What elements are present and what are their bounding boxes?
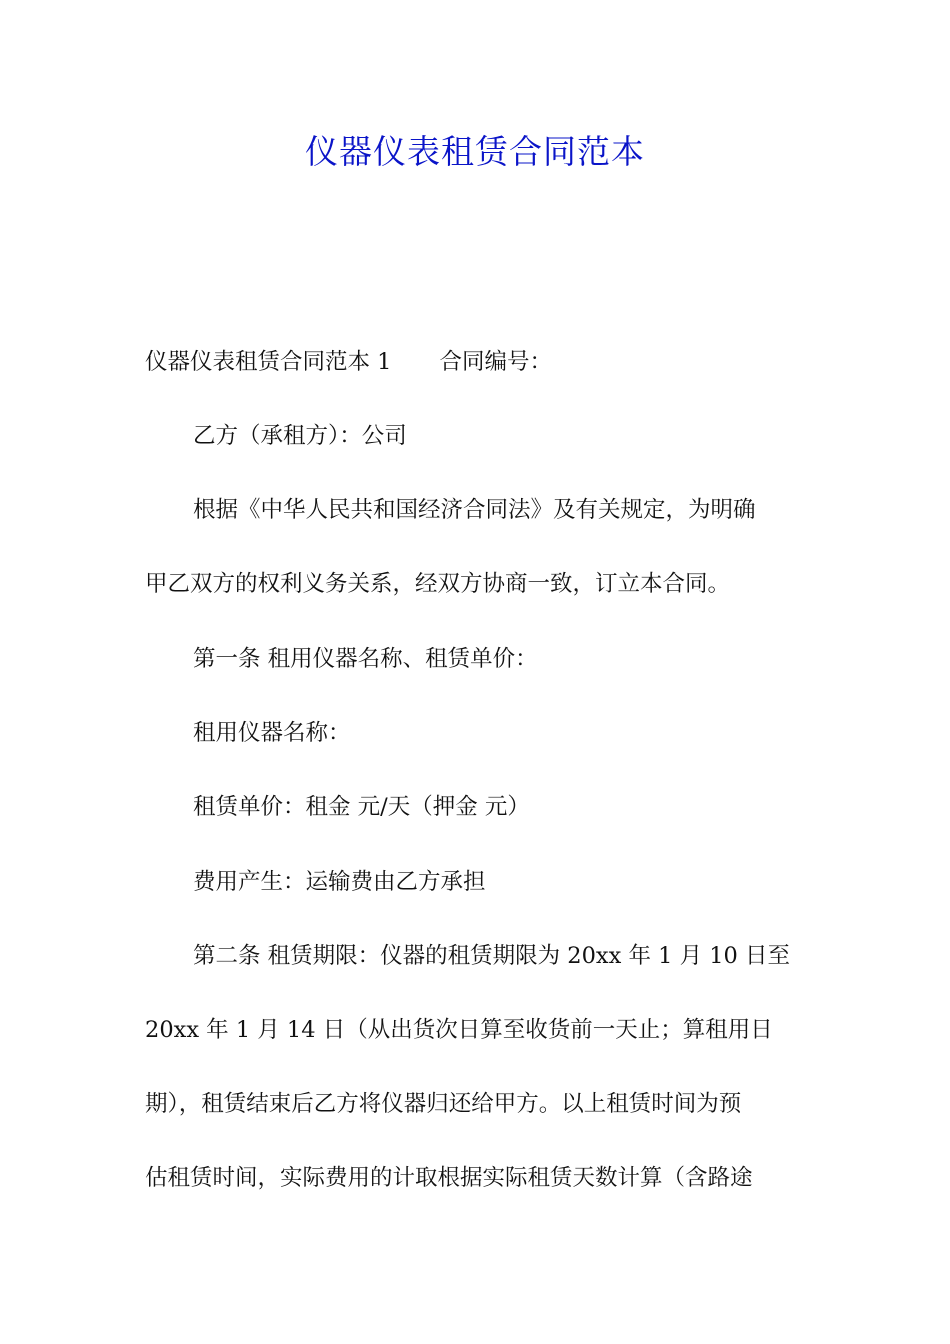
contract-header-line: [145, 346, 815, 378]
preamble-line-1: 根据《中华人民共和国经济合同法》及有关规定，为明确: [193, 497, 756, 523]
instrument-name-line: 租用仪器名称：: [193, 720, 351, 746]
document-title: 仪器仪表租赁合同范本: [305, 132, 645, 171]
cost-line: 费用产生：运输费由乙方承担: [193, 869, 486, 895]
article-1-heading: 第一条 租用仪器名称、租赁单价：: [193, 646, 538, 672]
contract-number-label: 合同编号：: [439, 349, 552, 375]
contract-name: 仪器仪表租赁合同范本 1: [145, 349, 392, 375]
article-2-line-2: 20xx 年 1 月 14 日（从出货次日算至收货前一天止；算租用日: [145, 1017, 773, 1043]
party-b-line: 乙方（承租方）：公司: [193, 423, 407, 449]
article-2-line-3: 期），租赁结束后乙方将仪器归还给甲方。以上租赁时间为预: [145, 1091, 742, 1117]
preamble-line-2: 甲乙双方的权利义务关系，经双方协商一致，订立本合同。: [145, 571, 731, 597]
article-2-line-1: 第二条 租赁期限：仪器的租赁期限为 20xx 年 1 月 10 日至: [193, 943, 791, 969]
article-2-line-4: 估租赁时间，实际费用的计取根据实际租赁天数计算（含路途: [145, 1165, 753, 1191]
unit-price-line: 租赁单价：租金 元/天（押金 元）: [193, 794, 530, 820]
